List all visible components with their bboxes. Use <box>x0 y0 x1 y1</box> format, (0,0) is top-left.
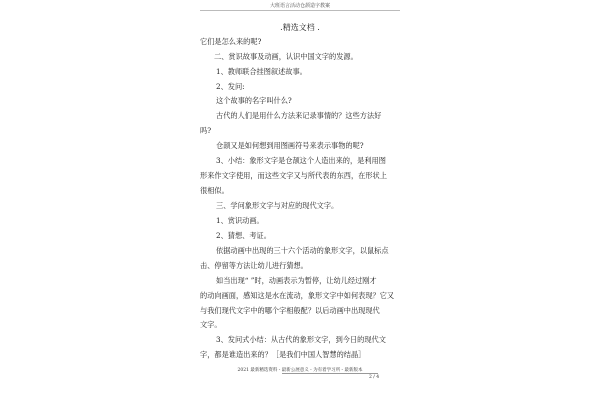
body-line: 如当出现“ ”时，动画表示为暂停，让幼儿经过刚才 <box>216 276 377 285</box>
body-line: 依据动画中出现的三十六个活动的象形文字，以鼠标点 <box>216 246 389 255</box>
body-line: 与我们现代文字中的哪个字相般配？以后动画中出现现代 <box>200 306 380 315</box>
body-line: 1、教师联合挂图叙述故事。 <box>216 67 307 76</box>
body-line: 吗? <box>200 126 212 135</box>
body-line: 这个故事的名字叫什么? <box>216 96 292 105</box>
body-line: 2、发问: <box>216 82 245 91</box>
body-line: 它们是怎么来的呢? <box>200 37 262 46</box>
body-line: 3、发问式小结：从古代的象形文字，到今日的现代文 <box>216 335 386 344</box>
body-line: 3、小结：象形文字是仓颉这个人造出来的，是利用图 <box>216 156 386 165</box>
body-line: 形来作文字使用，而这些文字又与所代表的东西，在形状上 <box>200 171 387 180</box>
body-line: 1、赏识动画。 <box>216 216 264 225</box>
page-number: 2 / 4 <box>369 375 380 380</box>
page-footer <box>0 367 600 373</box>
running-header-text: 大班语言活动仓颉造字教案 <box>269 3 330 9</box>
footer-rule <box>282 373 378 374</box>
document-title: .精选文档 . <box>280 23 320 32</box>
body-line: 的动向画面，感知这是水在流动，象形文字中如何表现？它又 <box>200 291 395 300</box>
body-line: 击、停留等方法让幼儿进行猜想。 <box>200 261 308 270</box>
body-line: 二、赏识故事及动画，认识中国文字的发源。 <box>214 52 358 61</box>
body-line: 很相似。 <box>200 186 229 195</box>
body-line: 仓颉又是如何想到用图画符号来表示事物的呢? <box>216 141 364 150</box>
body-line: 文字。 <box>200 320 222 329</box>
body-line: 2、猜想、考证。 <box>216 231 271 240</box>
body-line: 三、学问象形文字与对应的现代文字。 <box>216 201 339 210</box>
running-header <box>0 2 600 9</box>
header-rule <box>200 10 400 11</box>
footer-text: 2021 最新精选资料 - 最新公展意义 - 为有着学习所 - 最新版本 <box>237 368 363 373</box>
body-line: 字，都是谁造出来的？［是我们中国人智慧的结晶］ <box>200 350 366 359</box>
body-line: 古代的人们是用什么方法来记录事情的？这些方法好 <box>216 111 382 120</box>
